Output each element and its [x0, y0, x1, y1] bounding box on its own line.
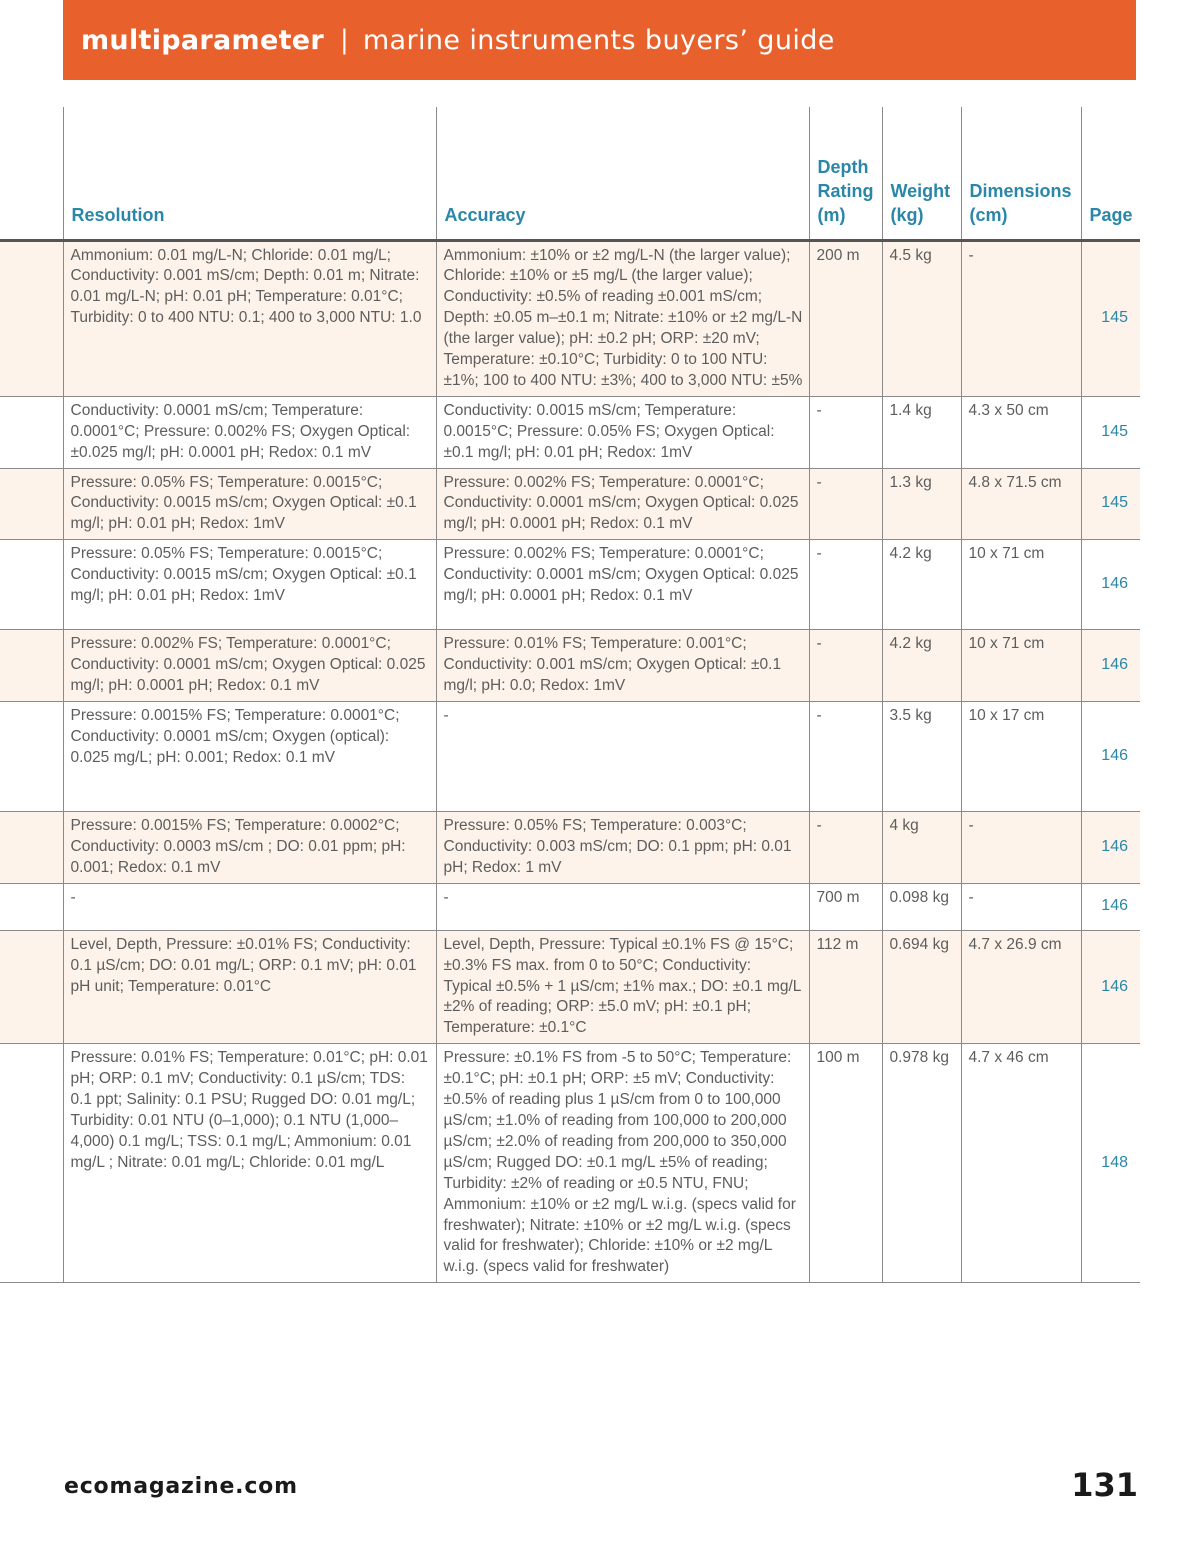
weight-cell: 4.5 kg [882, 240, 961, 396]
weight-cell: 4.2 kg [882, 630, 961, 702]
header-accuracy: Accuracy [436, 107, 809, 240]
weight-cell: 3.5 kg [882, 702, 961, 812]
dimensions-cell: - [961, 240, 1081, 396]
accuracy-cell: Pressure: 0.01% FS; Temperature: 0.001°C; Conductivity: 0.001 mS/cm; Oxygen Optical: ±0.1 mg/l; pH: 0.0; Redox: 1mV [436, 630, 809, 702]
depth-cell: - [809, 540, 882, 630]
accuracy-cell: Pressure: 0.002% FS; Temperature: 0.0001°C; Conductivity: 0.0001 mS/cm; Oxygen Optical: 0.025 mg/l; pH: 0.0001 pH; Redox: 0.1 mV [436, 468, 809, 540]
page-link[interactable]: 145 [1081, 240, 1140, 396]
depth-cell: 112 m [809, 930, 882, 1044]
accuracy-cell: Pressure: 0.002% FS; Temperature: 0.0001°C; Conductivity: 0.0001 mS/cm; Oxygen Optical: 0.025 mg/l; pH: 0.0001 pH; Redox: 0.1 mV [436, 540, 809, 630]
page-link[interactable]: 148 [1081, 1044, 1140, 1283]
accuracy-cell: Conductivity: 0.0015 mS/cm; Temperature: 0.0015°C; Pressure: 0.05% FS; Oxygen Optical: ±0.1 mg/l; pH: 0.01 pH; Redox: 1mV [436, 396, 809, 468]
section-label: multiparameter [81, 24, 325, 56]
table-row [0, 540, 1140, 630]
header-spacer [0, 107, 63, 240]
table-row [0, 396, 1140, 468]
weight-cell: 0.978 kg [882, 1044, 961, 1283]
table-row [0, 812, 1140, 884]
dimensions-cell: 4.7 x 26.9 cm [961, 930, 1081, 1044]
page-link[interactable]: 145 [1081, 396, 1140, 468]
header-dimensions: Dimensions (cm) [961, 107, 1081, 240]
weight-cell: 0.098 kg [882, 883, 961, 930]
page-link[interactable]: 146 [1081, 883, 1140, 930]
row-spacer [0, 812, 63, 884]
depth-cell: - [809, 468, 882, 540]
table-row [0, 883, 1140, 930]
dimensions-cell: 4.3 x 50 cm [961, 396, 1081, 468]
table-row [0, 1044, 1140, 1283]
depth-cell: 100 m [809, 1044, 882, 1283]
dimensions-cell: 10 x 71 cm [961, 630, 1081, 702]
depth-cell: 700 m [809, 883, 882, 930]
dimensions-cell: 4.8 x 71.5 cm [961, 468, 1081, 540]
accuracy-cell: - [436, 702, 809, 812]
table-header-row [0, 107, 1140, 240]
weight-cell: 4.2 kg [882, 540, 961, 630]
specifications-table [0, 107, 1140, 1283]
row-spacer [0, 240, 63, 396]
row-spacer [0, 883, 63, 930]
dimensions-cell: - [961, 812, 1081, 884]
page-link[interactable]: 146 [1081, 702, 1140, 812]
accuracy-cell: Pressure: 0.05% FS; Temperature: 0.003°C; Conductivity: 0.003 mS/cm; DO: 0.1 ppm; pH: 0.01 pH; Redox: 1 mV [436, 812, 809, 884]
resolution-cell: Ammonium: 0.01 mg/L-N; Chloride: 0.01 mg/L; Conductivity: 0.001 mS/cm; Depth: 0.01 m; Nitrate: 0.01 mg/L-N; pH: 0.01 pH; Temperature: 0.01°C; Turbidity: 0 to 400 NTU: 0.1; 400 to 3,000 NTU: 1.0 [63, 240, 436, 396]
header-weight: Weight (kg) [882, 107, 961, 240]
footer-website[interactable]: ecomagazine.com [64, 1474, 298, 1499]
header-separator: | [340, 25, 349, 55]
weight-cell: 1.4 kg [882, 396, 961, 468]
publication-title: marine instruments buyers’ guide [362, 24, 835, 56]
dimensions-cell: 10 x 17 cm [961, 702, 1081, 812]
page-link[interactable]: 146 [1081, 930, 1140, 1044]
header-depth-rating: Depth Rating (m) [809, 107, 882, 240]
row-spacer [0, 468, 63, 540]
row-spacer [0, 630, 63, 702]
resolution-cell: Pressure: 0.002% FS; Temperature: 0.0001°C; Conductivity: 0.0001 mS/cm; Oxygen Optical: 0.025 mg/l; pH: 0.0001 pH; Redox: 0.1 mV [63, 630, 436, 702]
row-spacer [0, 702, 63, 812]
resolution-cell: Pressure: 0.0015% FS; Temperature: 0.0002°C; Conductivity: 0.0003 mS/cm ; DO: 0.01 ppm; pH: 0.001; Redox: 0.1 mV [63, 812, 436, 884]
resolution-cell: Pressure: 0.05% FS; Temperature: 0.0015°C; Conductivity: 0.0015 mS/cm; Oxygen Optical: ±0.1 mg/l; pH: 0.01 pH; Redox: 1mV [63, 540, 436, 630]
page-link[interactable]: 146 [1081, 812, 1140, 884]
dimensions-cell: - [961, 883, 1081, 930]
row-spacer [0, 396, 63, 468]
table-row [0, 468, 1140, 540]
depth-cell: - [809, 812, 882, 884]
page-link[interactable]: 145 [1081, 468, 1140, 540]
resolution-cell: - [63, 883, 436, 930]
header-page: Page [1081, 107, 1140, 240]
resolution-cell: Conductivity: 0.0001 mS/cm; Temperature: 0.0001°C; Pressure: 0.002% FS; Oxygen Optical: ±0.025 mg/l; pH: 0.0001 pH; Redox: 0.1 mV [63, 396, 436, 468]
resolution-cell: Pressure: 0.05% FS; Temperature: 0.0015°C; Conductivity: 0.0015 mS/cm; Oxygen Optical: ±0.1 mg/l; pH: 0.01 pH; Redox: 1mV [63, 468, 436, 540]
page-link[interactable]: 146 [1081, 630, 1140, 702]
weight-cell: 1.3 kg [882, 468, 961, 540]
depth-cell: - [809, 630, 882, 702]
resolution-cell: Pressure: 0.01% FS; Temperature: 0.01°C; pH: 0.01 pH; ORP: 0.1 mV; Conductivity: 0.1 µS/cm; TDS: 0.1 ppt; Salinity: 0.1 PSU; Rugged DO: 0.01 mg/L; Turbidity: 0.01 NTU (0–1,000); 0.1 NTU (1,000–4,000) 0.1 mg/L; TSS: 0.1 mg/L; Ammonium: 0.01 mg/L ; Nitrate: 0.01 mg/L; Chloride: 0.01 mg/L [63, 1044, 436, 1283]
row-spacer [0, 540, 63, 630]
accuracy-cell: Ammonium: ±10% or ±2 mg/L-N (the larger value); Chloride: ±10% or ±5 mg/L (the larger value); Conductivity: ±0.5% of reading ±0.001 mS/cm; Depth: ±0.05 m–±0.1 m; Nitrate: ±10% or ±2 mg/L-N (the larger value); pH: ±0.2 pH; ORP: ±20 mV; Temperature: ±0.10°C; Turbidity: 0 to 100 NTU: ±1%; 100 to 400 NTU: ±3%; 400 to 3,000 NTU: ±5% [436, 240, 809, 396]
accuracy-cell: Level, Depth, Pressure: Typical ±0.1% FS @ 15°C; ±0.3% FS max. from 0 to 50°C; Conductivity: Typical ±0.5% + 1 µS/cm; ±1% max.; DO: ±0.1 mg/L ±2% of reading; ORP: ±5.0 mV; pH: ±0.1 pH; Temperature: ±0.1°C [436, 930, 809, 1044]
dimensions-cell: 4.7 x 46 cm [961, 1044, 1081, 1283]
resolution-cell: Level, Depth, Pressure: ±0.01% FS; Conductivity: 0.1 µS/cm; DO: 0.01 mg/L; ORP: 0.1 mV; pH: 0.01 pH unit; Temperature: 0.01°C [63, 930, 436, 1044]
table-row [0, 240, 1140, 396]
depth-cell: - [809, 702, 882, 812]
page-link[interactable]: 146 [1081, 540, 1140, 630]
dimensions-cell: 10 x 71 cm [961, 540, 1081, 630]
depth-cell: - [809, 396, 882, 468]
header-resolution: Resolution [63, 107, 436, 240]
weight-cell: 4 kg [882, 812, 961, 884]
depth-cell: 200 m [809, 240, 882, 396]
weight-cell: 0.694 kg [882, 930, 961, 1044]
accuracy-cell: - [436, 883, 809, 930]
table-row [0, 702, 1140, 812]
table-row [0, 930, 1140, 1044]
resolution-cell: Pressure: 0.0015% FS; Temperature: 0.0001°C; Conductivity: 0.0001 mS/cm; Oxygen (optical): 0.025 mg/L; pH: 0.001; Redox: 0.1 mV [63, 702, 436, 812]
table-row [0, 630, 1140, 702]
row-spacer [0, 930, 63, 1044]
accuracy-cell: Pressure: ±0.1% FS from -5 to 50°C; Temperature: ±0.1°C; pH: ±0.1 pH; ORP: ±5 mV; Conductivity: ±0.5% of reading plus 1 µS/cm from 0 to 100,000 µS/cm; ±1.0% of reading from 100,000 to 200,000 µS/cm; ±2.0% of reading from 200,000 to 350,000 µS/cm; Rugged DO: ±0.1 mg/L ±5% of reading; Turbidity: ±2% of reading or ±0.5 NTU, FNU; Ammonium: ±10% or ±2 mg/L w.i.g. (specs valid for freshwater); Nitrate: ±10% or ±2 mg/L w.i.g. (specs valid for freshwater); Chloride: ±10% or ±2 mg/L w.i.g. (specs valid for freshwater) [436, 1044, 809, 1283]
footer-page-number: 131 [1071, 1466, 1138, 1504]
row-spacer [0, 1044, 63, 1283]
section-header-banner [63, 0, 1136, 80]
